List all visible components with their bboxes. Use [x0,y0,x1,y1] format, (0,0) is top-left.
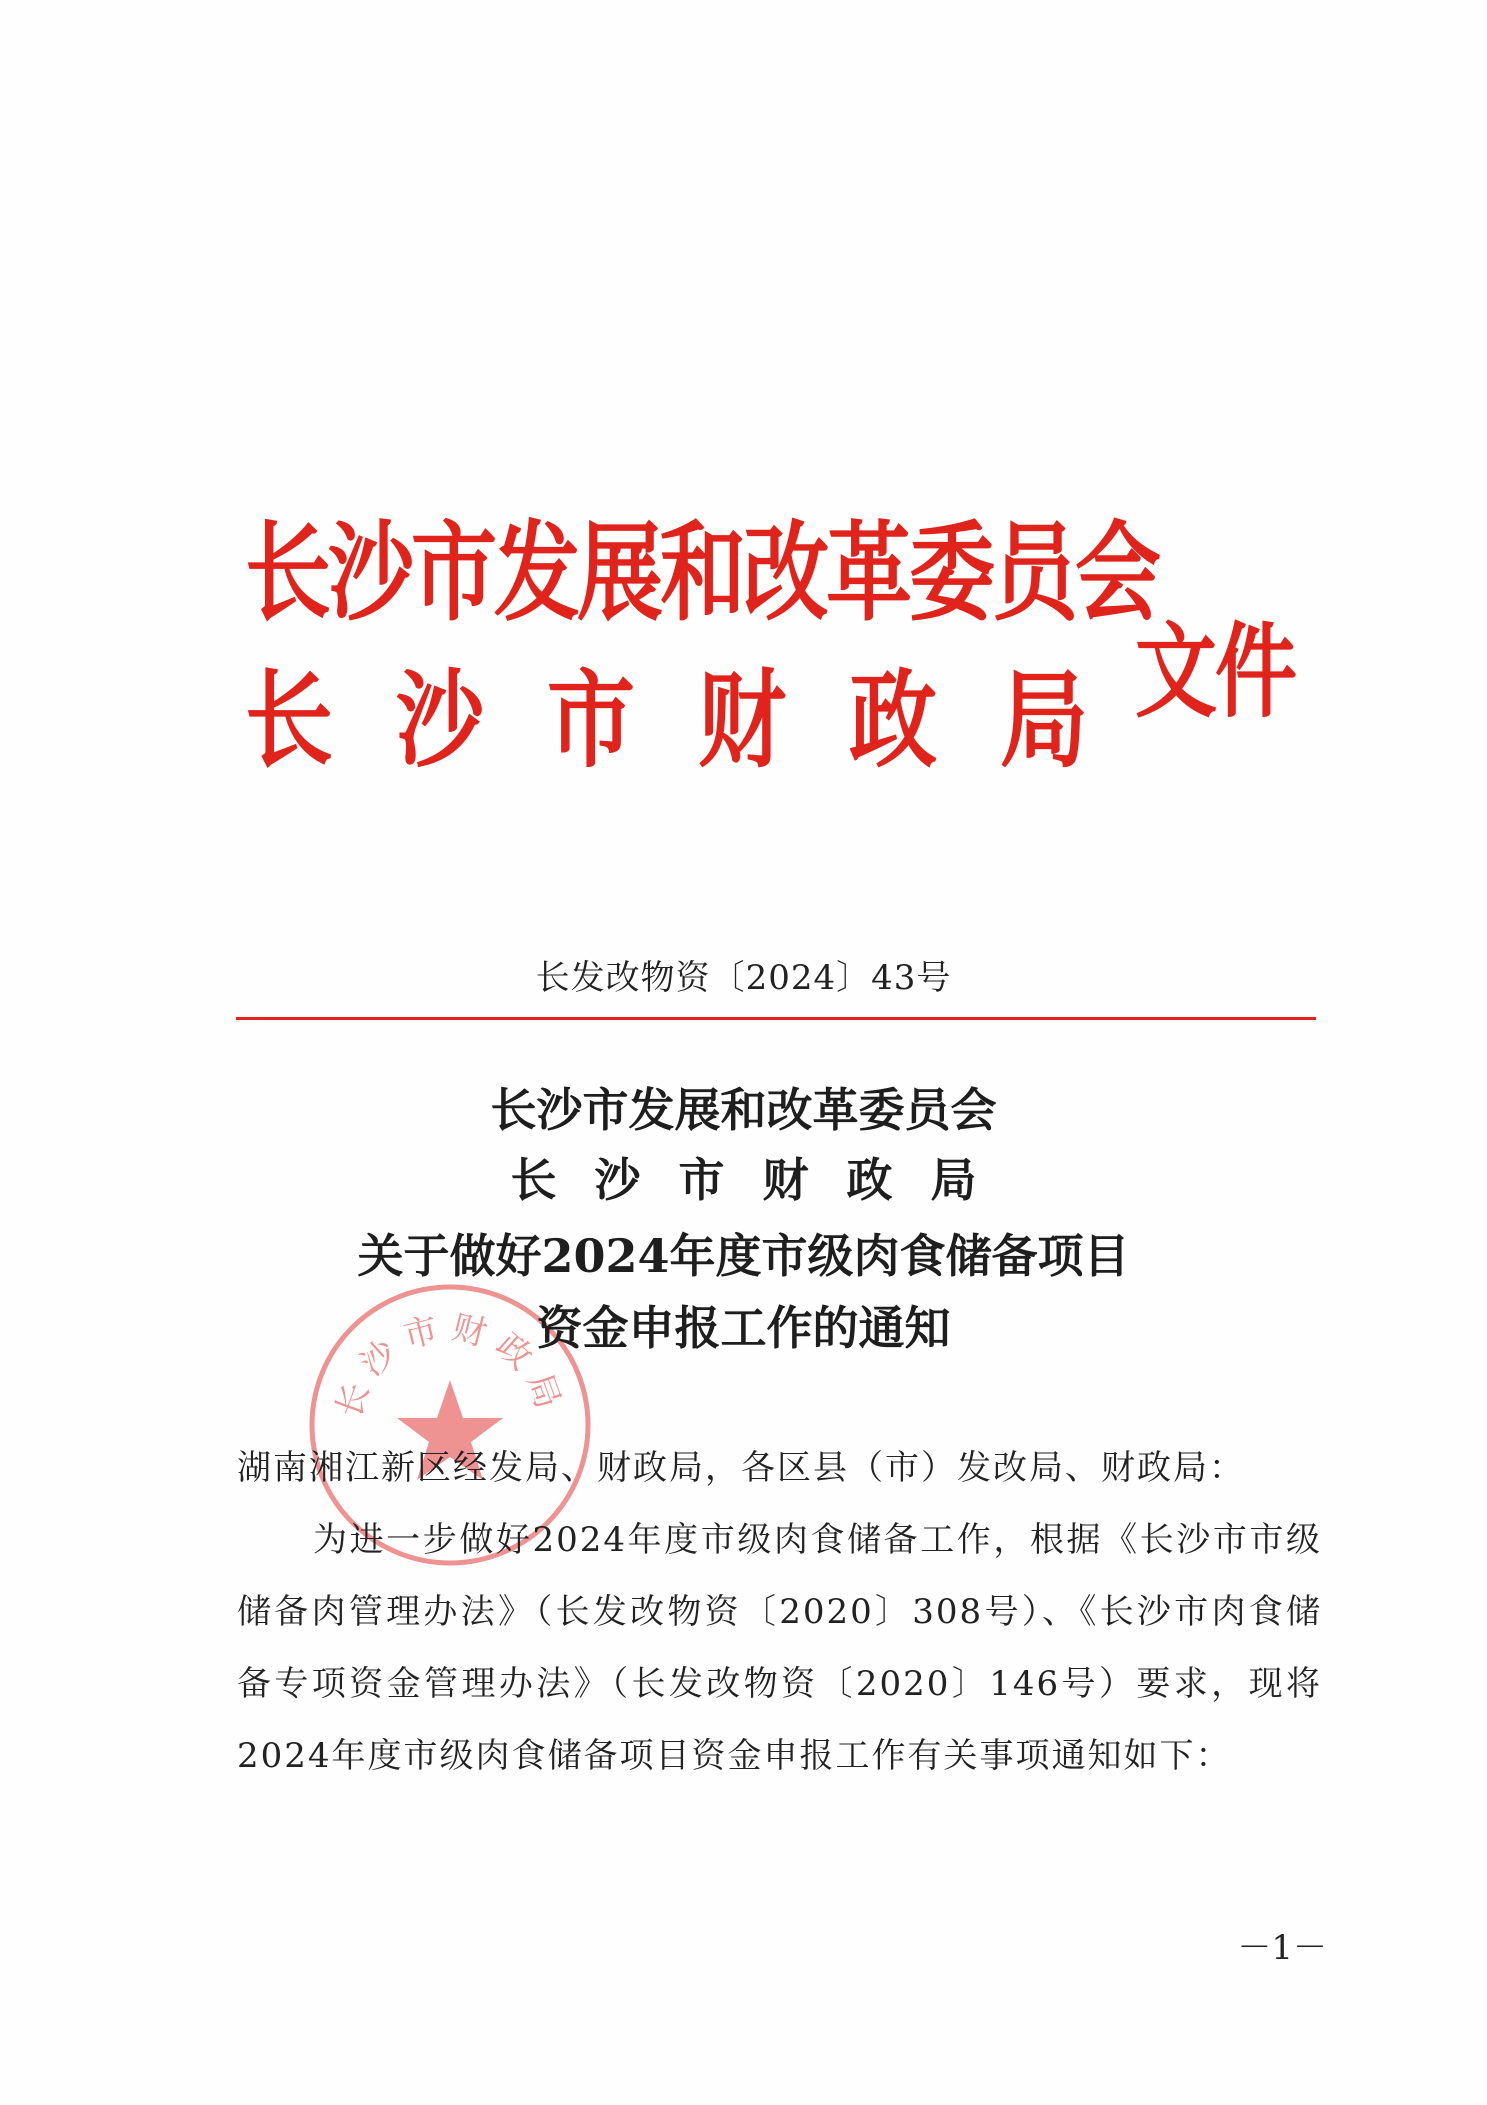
title-line-1: 长沙市发展和改革委员会 [490,1083,997,1137]
body-paragraph: 为进一步做好2024年度市级肉食储备工作，根据《长沙市市级储备肉管理办法》（长发改物资〔2020〕308号）、《长沙市肉食储备专项资金管理办法》（长发改物资〔2020〕146号）要求，现将2024年度市级肉食储备项目资金申报工作有关事项通知如下： [237,1520,1322,1776]
svg-text:长沙市财政局: 长沙市财政局 [328,1307,572,1424]
document-number: 长发改物资〔2024〕43号 [535,958,952,998]
red-divider-line [236,1017,1316,1020]
title-line-4: 资金申报工作的通知 [536,1301,951,1355]
title-line-2: 长沙市财政局 [510,1153,1015,1207]
title-line-3: 关于做好2024年度市级肉食储备项目 [357,1229,1130,1283]
recipients: 湖南湘江新区经发局、财政局，各区县（市）发改局、财政局： [237,1448,1245,1488]
issuer-line-2: 长沙市财政局 [245,658,1152,782]
file-label: 文件 [1135,613,1296,732]
page-number: －1－ [1237,1928,1327,1968]
issuer-line-1: 长沙市发展和改革委员会 [245,511,1158,637]
